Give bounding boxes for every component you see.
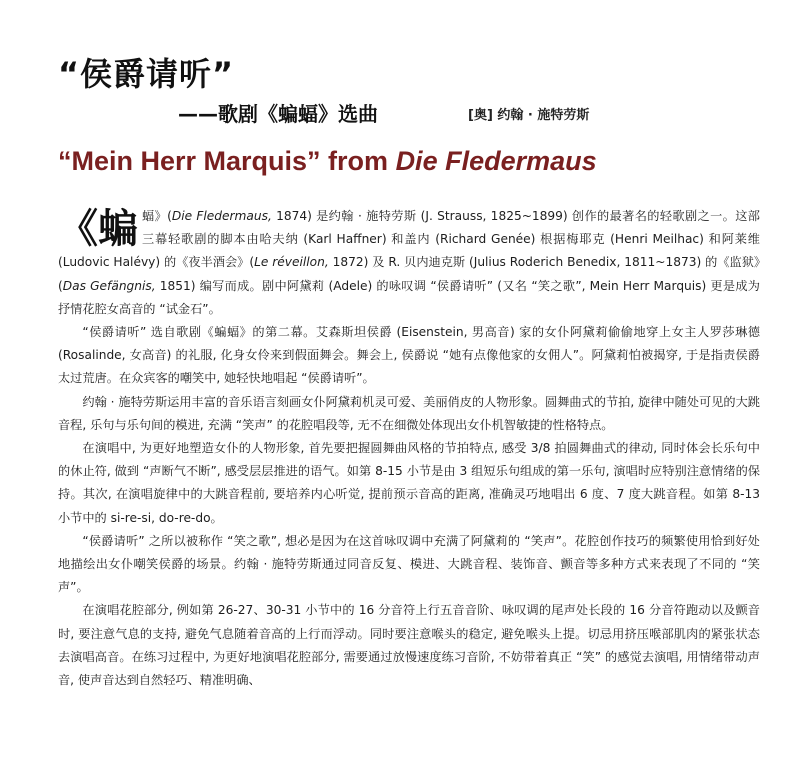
article-body (58, 205, 760, 692)
subtitle-row (58, 98, 778, 132)
p1-italic-b: Le réveillon, (254, 255, 329, 270)
p1-italic-a: Die Fledermaus, (171, 209, 272, 223)
composer-credit: [奥] 约翰 · 施特劳斯 (468, 108, 590, 123)
english-title-prefix: “Mein Herr Marquis” from (58, 146, 396, 176)
english-title (58, 146, 597, 177)
paragraph-4: 在演唱中, 为更好地塑造女仆的人物形象, 首先要把握圆舞曲风格的节拍特点, 感受 3/8 拍圆舞曲式的律动, 同时体会长乐句中的休止符, 做到 “声断气不断”, 感受层层推进的语气。如第 8-15 小节是由 3 组短乐句组成的第一乐句, 演唱时应特别注意情绪的保持。其次, 在演唱旋律中的大跳音程前, 要培养内心听觉, 提前预示音高的距离, 准确灵巧地唱出 6 度、7 度大跳音程。如第 8-13 小节中的 si-re-si, do-re-do。 (58, 441, 760, 525)
p1-text-b: 1874) 是约翰 · 施特劳斯 (J. Strauss, 1825~1899) 创作的最著名的轻歌剧之一。这部三幕轻歌剧的脚本由哈夫纳 (Karl Haffner) 和盖内 (Richard Genée) 根据梅耶克 (Henri Meilhac) 和阿莱维 (Ludovic Halévy) 的《夜半酒会》( (58, 209, 760, 270)
paragraph-1 (58, 205, 760, 321)
page-subtitle: ——歌剧《蝙蝠》选曲 (178, 102, 378, 126)
paragraph-6: 在演唱花腔部分, 例如第 26-27、30-31 小节中的 16 分音符上行五音音阶、咏叹调的尾声处长段的 16 分音符跑动以及颤音时, 要注意气息的支持, 避免气息随着音高的上行而浮动。同时要注意喉头的稳定, 避免喉头上提。切忌用挤压喉部肌肉的紧张状态去演唱高音。在练习过程中, 为更好地演唱花腔部分, 需要通过放慢速度练习音阶, 不妨带着真正 “笑” 的感觉去演唱, 用情绪带动声音, 使声音达到自然轻巧、精准明确、 (58, 603, 760, 688)
paragraph-3: 约翰 · 施特劳斯运用丰富的音乐语言刻画女仆阿黛莉机灵可爱、美丽俏皮的人物形象。圆舞曲式的节拍, 旋律中随处可见的大跳音程, 乐句与乐句间的模进, 充满 “笑声” 的花腔唱段等, 无不在细微处体现出女仆机智敏捷的性格特点。 (58, 394, 760, 432)
paragraph-5: “侯爵请听” 之所以被称作 “笑之歌”, 想必是因为在这首咏叹调中充满了阿黛莉的 “笑声”。花腔创作技巧的频繁使用恰到好处地描绘出女仆嘲笑侯爵的场景。约翰 · 施特劳斯通过同音反复、模进、大跳音程、装饰音、颤音等多种方式来表现了不同的 “笑声”。 (58, 533, 760, 595)
paragraph-2: “侯爵请听” 选自歌剧《蝙蝠》的第二幕。艾森斯坦侯爵 (Eisenstein, 男高音) 家的女仆阿黛莉偷偷地穿上女主人罗莎琳德 (Rosalinde, 女高音) 的礼服, 化身女伶来到假面舞会。舞会上, 侯爵说 “她有点像他家的女佣人”。阿黛莉怕被揭穿, 于是指责侯爵太过荒唐。在众宾客的嘲笑中, 她轻快地唱起 “侯爵请听”。 (58, 325, 760, 386)
p1-text-d: 1851) 编写而成。剧中阿黛莉 (Adele) 的咏叹调 “侯爵请听” (又名 “笑之歌”, Mein Herr Marquis) 更是成为抒情花腔女高音的 “试金石”。 (58, 278, 760, 316)
drop-cap: 《蝙 (58, 206, 138, 252)
p1-text-c: 1872) 及 R. 贝内迪克斯 (Julius Roderich Benedix, 1811~1873) 的《监狱》( (58, 255, 760, 293)
p1-italic-c: Das Gefängnis, (62, 278, 156, 293)
english-title-italic: Die Fledermaus (395, 146, 597, 176)
p1-text-a: 蝠》( (142, 209, 172, 223)
page-title: “侯爵请听” (58, 55, 235, 93)
title-block (58, 54, 778, 132)
